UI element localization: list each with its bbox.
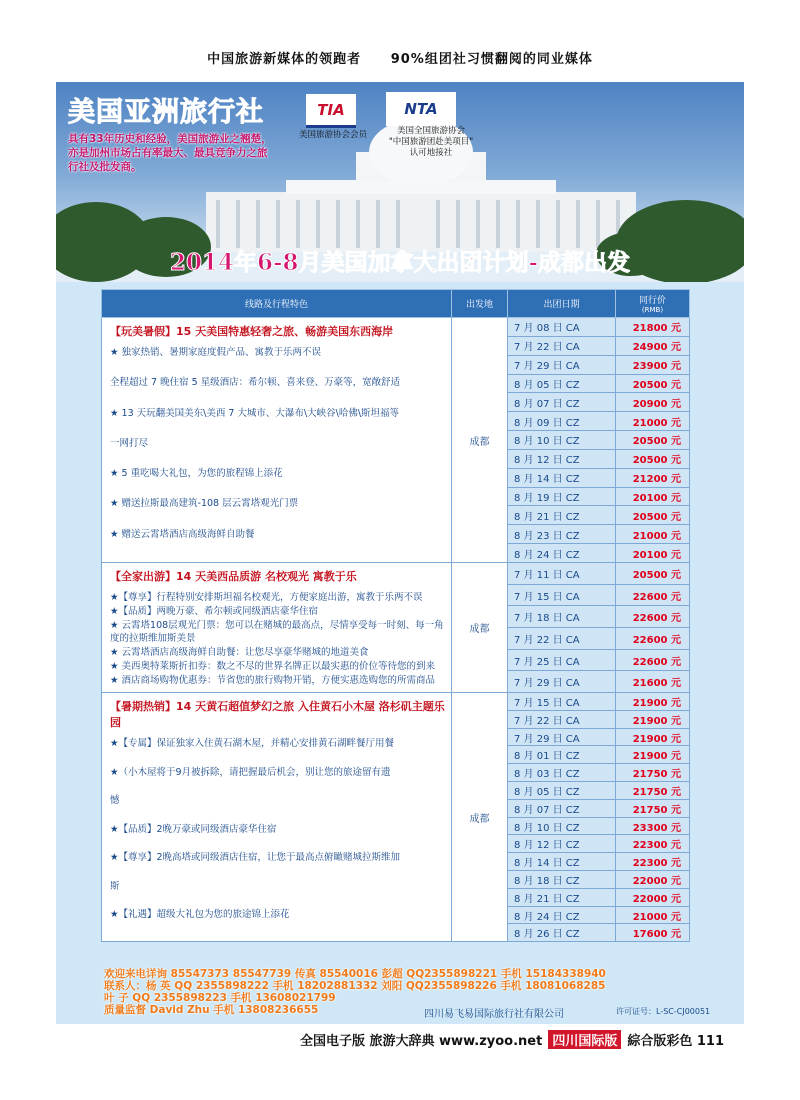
price-cell [616, 671, 690, 693]
departure-date: 8 月 18 日 CZ [508, 871, 616, 889]
price-cell [616, 782, 690, 800]
header-tagline [0, 48, 800, 67]
route-feature: 一网打尽 [110, 437, 149, 449]
route-title: 【玩美暑假】15 天美国特惠轻奢之旅、畅游美国东西海岸 [110, 325, 394, 338]
price-unit: 元 [671, 493, 681, 505]
departure-date: 8 月 10 日 CZ [508, 817, 616, 835]
route-feature: ★ 云霄塔酒店高级海鲜自助餐：让您尽享豪华赌城的地道美食 [110, 647, 369, 659]
price-value: 20500 [632, 511, 668, 523]
price-value: 22300 [632, 840, 668, 852]
price-value: 22600 [632, 656, 668, 668]
price-unit: 元 [671, 511, 681, 523]
departure-date: 8 月 07 日 CZ [508, 799, 616, 817]
travel-ad [56, 82, 744, 1024]
price-value: 21750 [632, 804, 668, 816]
nta-caption-line: 认可地接社 [409, 148, 453, 158]
price-value: 22600 [632, 591, 668, 603]
price-unit: 元 [671, 715, 681, 727]
departure-date: 7 月 25 日 CA [508, 649, 616, 671]
price-unit: 元 [671, 697, 681, 709]
price-value: 21000 [632, 911, 668, 923]
footer-edition: 四川国际版 [548, 1030, 621, 1049]
price-unit: 元 [671, 549, 681, 561]
price-cell [616, 563, 690, 585]
price-value: 20500 [632, 569, 668, 581]
price-unit: 元 [671, 929, 681, 941]
route-feature: ★ 美西奥特莱斯折扣券：数之不尽的世界名牌正以最实惠的价位等待您的到来 [110, 661, 436, 673]
departure-date: 7 月 15 日 CA [508, 584, 616, 606]
banner-title: 2014年6-8月美国加拿大出团计划-成都出发 [169, 249, 631, 276]
price-value: 21900 [632, 697, 668, 709]
departure-date: 8 月 23 日 CZ [508, 525, 616, 544]
price-cell [616, 412, 690, 431]
header-price-label: 同行价 [638, 296, 666, 306]
route-feature: ★【品质】两晚万豪、希尔顿或同级酒店豪华住宿 [110, 606, 319, 618]
route-title: 【暑期热销】14 天黄石超值梦幻之旅 入住黄石小木屋 洛杉矶主题乐园 [110, 700, 445, 730]
price-value: 21750 [632, 769, 668, 781]
price-unit: 元 [671, 455, 681, 467]
departure-date: 8 月 12 日 CZ [508, 835, 616, 853]
departure-date: 8 月 09 日 CZ [508, 412, 616, 431]
price-cell [616, 710, 690, 728]
departure-date: 7 月 18 日 CA [508, 606, 616, 628]
agency-intro: 具有33年历史和经验，美国旅游业之翘楚，亦是加州市场占有率最大、最具竞争力之旅行社及批发商。 [68, 133, 272, 173]
price-value: 21900 [632, 715, 668, 727]
price-cell [616, 544, 690, 563]
price-unit: 元 [671, 656, 681, 668]
header-date: 出团日期 [508, 290, 616, 318]
price-value: 23300 [632, 822, 668, 834]
price-cell [616, 853, 690, 871]
price-cell [616, 431, 690, 450]
departure-date: 7 月 22 日 CA [508, 710, 616, 728]
departure-city: 成都 [452, 563, 508, 693]
price-cell [616, 835, 690, 853]
nta-logo: NTA [386, 92, 456, 126]
price-unit: 元 [671, 786, 681, 798]
departure-date: 8 月 03 日 CZ [508, 764, 616, 782]
price-cell [616, 468, 690, 487]
price-value: 21900 [632, 733, 668, 745]
price-unit: 元 [671, 822, 681, 834]
route-feature: ★ 13 天玩翻美国美东\美西 7 大城市、大瀑布\大峡谷\哈佛\斯坦福等 [110, 407, 400, 419]
contact-info [104, 968, 694, 1016]
route-feature: ★【专属】保证独家入住黄石湖木屋，并精心安排黄石湖畔餐厅用餐 [110, 738, 395, 750]
price-value: 21800 [632, 323, 668, 335]
price-value: 20900 [632, 398, 668, 410]
price-cell [616, 649, 690, 671]
departure-date: 7 月 29 日 CA [508, 355, 616, 374]
price-cell [616, 393, 690, 412]
footer-label: 全国电子版 旅游大辞典 www.zyoo.net [300, 1034, 543, 1049]
price-unit: 元 [671, 591, 681, 603]
price-cell [616, 924, 690, 942]
price-value: 20100 [632, 493, 668, 505]
route-title: 【全家出游】14 天美西品质游 名校观光 寓教于乐 [110, 570, 357, 584]
route-feature: ★ 赠送拉斯最高建筑-108 层云霄塔观光门票 [110, 498, 299, 510]
price-cell [616, 871, 690, 889]
departure-date: 7 月 15 日 CA [508, 693, 616, 711]
departure-date: 8 月 01 日 CZ [508, 746, 616, 764]
route-description [102, 693, 452, 942]
price-value: 17600 [632, 929, 668, 941]
departure-date: 8 月 21 日 CZ [508, 506, 616, 525]
route-feature: ★【品质】2晚万豪或同级酒店豪华住宿 [110, 823, 277, 835]
price-cell [616, 355, 690, 374]
departure-date: 7 月 11 日 CA [508, 563, 616, 585]
price-cell [616, 906, 690, 924]
route-feature: ★ 云霄塔108层观光门票：您可以在赌城的最高点，尽情享受每一时刻、每一角度的拉斯维加斯美景 [110, 620, 444, 645]
price-value: 20500 [632, 455, 668, 467]
table-row [102, 563, 690, 585]
price-unit: 元 [671, 398, 681, 410]
price-unit: 元 [671, 858, 681, 870]
price-unit: 元 [671, 613, 681, 625]
price-value: 22600 [632, 613, 668, 625]
contact-line: 联系人：杨 英 QQ 2355898222 手机 18202881332 刘阳 QQ2355898226 手机 18081068285 [104, 980, 606, 992]
departure-date: 8 月 21 日 CZ [508, 888, 616, 906]
price-value: 22600 [632, 634, 668, 646]
price-cell [616, 728, 690, 746]
price-cell [616, 525, 690, 544]
price-unit: 元 [671, 911, 681, 923]
price-value: 23900 [632, 361, 668, 373]
contact-line: 叶 子 QQ 2355898223 手机 13608021799 [104, 992, 336, 1004]
route-feature: ★（小木屋将于9月被拆除，请把握最后机会，别让您的旅途留有遗 [110, 766, 391, 778]
company-name: 四川易飞易国际旅行社有限公司 [424, 1009, 564, 1020]
price-value: 22000 [632, 893, 668, 905]
price-unit: 元 [671, 379, 681, 391]
route-feature: ★ 赠送云霄塔酒店高级海鲜自助餐 [110, 528, 255, 540]
price-cell [616, 318, 690, 337]
price-unit: 元 [671, 893, 681, 905]
route-feature: ★ 酒店商场购物优惠券：节省您的旅行购物开销，方便实惠选购您的所需商品 [110, 675, 436, 687]
price-value: 21000 [632, 417, 668, 429]
license-number: 许可证号：L-SC-CJ00051 [616, 1007, 711, 1016]
price-value: 20100 [632, 549, 668, 561]
departure-date: 8 月 24 日 CZ [508, 906, 616, 924]
header-origin: 出发地 [452, 290, 508, 318]
price-cell [616, 799, 690, 817]
departure-date: 7 月 29 日 CA [508, 671, 616, 693]
price-unit: 元 [671, 875, 681, 887]
price-cell [616, 817, 690, 835]
departure-date: 8 月 05 日 CZ [508, 782, 616, 800]
price-cell [616, 746, 690, 764]
departure-city: 成都 [452, 318, 508, 563]
price-unit: 元 [671, 323, 681, 335]
price-cell [616, 888, 690, 906]
price-unit: 元 [671, 417, 681, 429]
departure-date: 8 月 12 日 CZ [508, 449, 616, 468]
nta-caption [376, 126, 486, 159]
route-feature: ★【尊享】2晚高塔或同级酒店住宿，让您于最高点俯瞰赌城拉斯维加 [110, 852, 401, 864]
price-cell [616, 487, 690, 506]
price-cell [616, 628, 690, 650]
header-route: 线路及行程特色 [102, 290, 452, 318]
price-value: 24900 [632, 342, 668, 354]
price-cell [616, 336, 690, 355]
route-feature: ★ 5 重吃喝大礼包，为您的旅程锦上添花 [110, 468, 283, 480]
price-unit: 元 [671, 530, 681, 542]
hero-banner [56, 82, 744, 282]
header-price [616, 290, 690, 318]
route-feature: 斯 [110, 880, 120, 892]
price-unit: 元 [671, 678, 681, 690]
price-unit: 元 [671, 569, 681, 581]
header-price-currency: (RMB) [641, 306, 664, 314]
route-feature: 全程超过 7 晚住宿 5 星级酒店：希尔顿、喜来登、万豪等，宽敞舒适 [110, 377, 401, 389]
departure-date: 8 月 24 日 CZ [508, 544, 616, 563]
page-footer [300, 1030, 724, 1049]
price-unit: 元 [671, 436, 681, 448]
price-unit: 元 [671, 769, 681, 781]
departure-date: 8 月 19 日 CZ [508, 487, 616, 506]
price-unit: 元 [671, 840, 681, 852]
table-header-row [102, 290, 690, 318]
tagline-left: 中国旅游新媒体的领跑者 [207, 52, 362, 67]
contact-line: 欢迎来电详询 85547373 85547739 传真 85540016 彭超 QQ2355898221 手机 15184338940 [104, 968, 606, 980]
nta-caption-line: 美国全国旅游协会 [396, 126, 465, 136]
departure-date: 8 月 05 日 CZ [508, 374, 616, 393]
departure-date: 7 月 29 日 CA [508, 728, 616, 746]
price-unit: 元 [671, 474, 681, 486]
price-unit: 元 [671, 751, 681, 763]
departure-date: 8 月 26 日 CZ [508, 924, 616, 942]
price-unit: 元 [671, 361, 681, 373]
departure-date: 8 月 14 日 CZ [508, 468, 616, 487]
departure-date: 8 月 14 日 CZ [508, 853, 616, 871]
route-feature: ★【尊享】行程特别安排斯坦福名校观光，方便家庭出游，寓教于乐两不误 [110, 592, 423, 604]
price-value: 21900 [632, 751, 668, 763]
price-unit: 元 [671, 804, 681, 816]
departure-date: 7 月 22 日 CA [508, 628, 616, 650]
price-value: 21000 [632, 530, 668, 542]
price-cell [616, 506, 690, 525]
departure-date: 8 月 07 日 CZ [508, 393, 616, 412]
nta-caption-line: "中国旅游团赴美项目" [388, 137, 474, 147]
price-cell [616, 584, 690, 606]
price-cell [616, 606, 690, 628]
price-value: 22300 [632, 858, 668, 870]
departure-date: 7 月 08 日 CA [508, 318, 616, 337]
table-row [102, 318, 690, 337]
table-row [102, 693, 690, 711]
price-cell [616, 449, 690, 468]
price-value: 21600 [632, 678, 668, 690]
price-cell [616, 693, 690, 711]
tagline-right: 90%组团社习惯翻阅的同业媒体 [390, 52, 593, 67]
agency-name: 美国亚洲旅行社 [68, 97, 264, 128]
price-value: 20500 [632, 379, 668, 391]
departure-date: 8 月 10 日 CZ [508, 431, 616, 450]
contact-line: 质量监督 David Zhu 手机 13808236655 [104, 1004, 319, 1016]
price-unit: 元 [671, 634, 681, 646]
price-unit: 元 [671, 733, 681, 745]
route-description [102, 318, 452, 563]
route-feature: ★【礼遇】超级大礼包为您的旅途锦上添花 [110, 909, 290, 921]
price-unit: 元 [671, 342, 681, 354]
tia-caption: 美国旅游协会会员 [298, 130, 367, 140]
price-value: 20500 [632, 436, 668, 448]
route-feature: 憾 [110, 795, 120, 807]
tia-logo: TIA [306, 94, 356, 128]
price-value: 21750 [632, 786, 668, 798]
tour-table [101, 289, 690, 942]
price-cell [616, 374, 690, 393]
footer-suffix: 綜合版彩色 111 [627, 1034, 725, 1049]
price-value: 21200 [632, 474, 668, 486]
route-feature: ★ 独家热销、暑期家庭度假产品、寓教于乐两不误 [110, 347, 322, 358]
price-value: 22000 [632, 875, 668, 887]
departure-city: 成都 [452, 693, 508, 942]
route-description [102, 563, 452, 693]
price-cell [616, 764, 690, 782]
departure-date: 7 月 22 日 CA [508, 336, 616, 355]
